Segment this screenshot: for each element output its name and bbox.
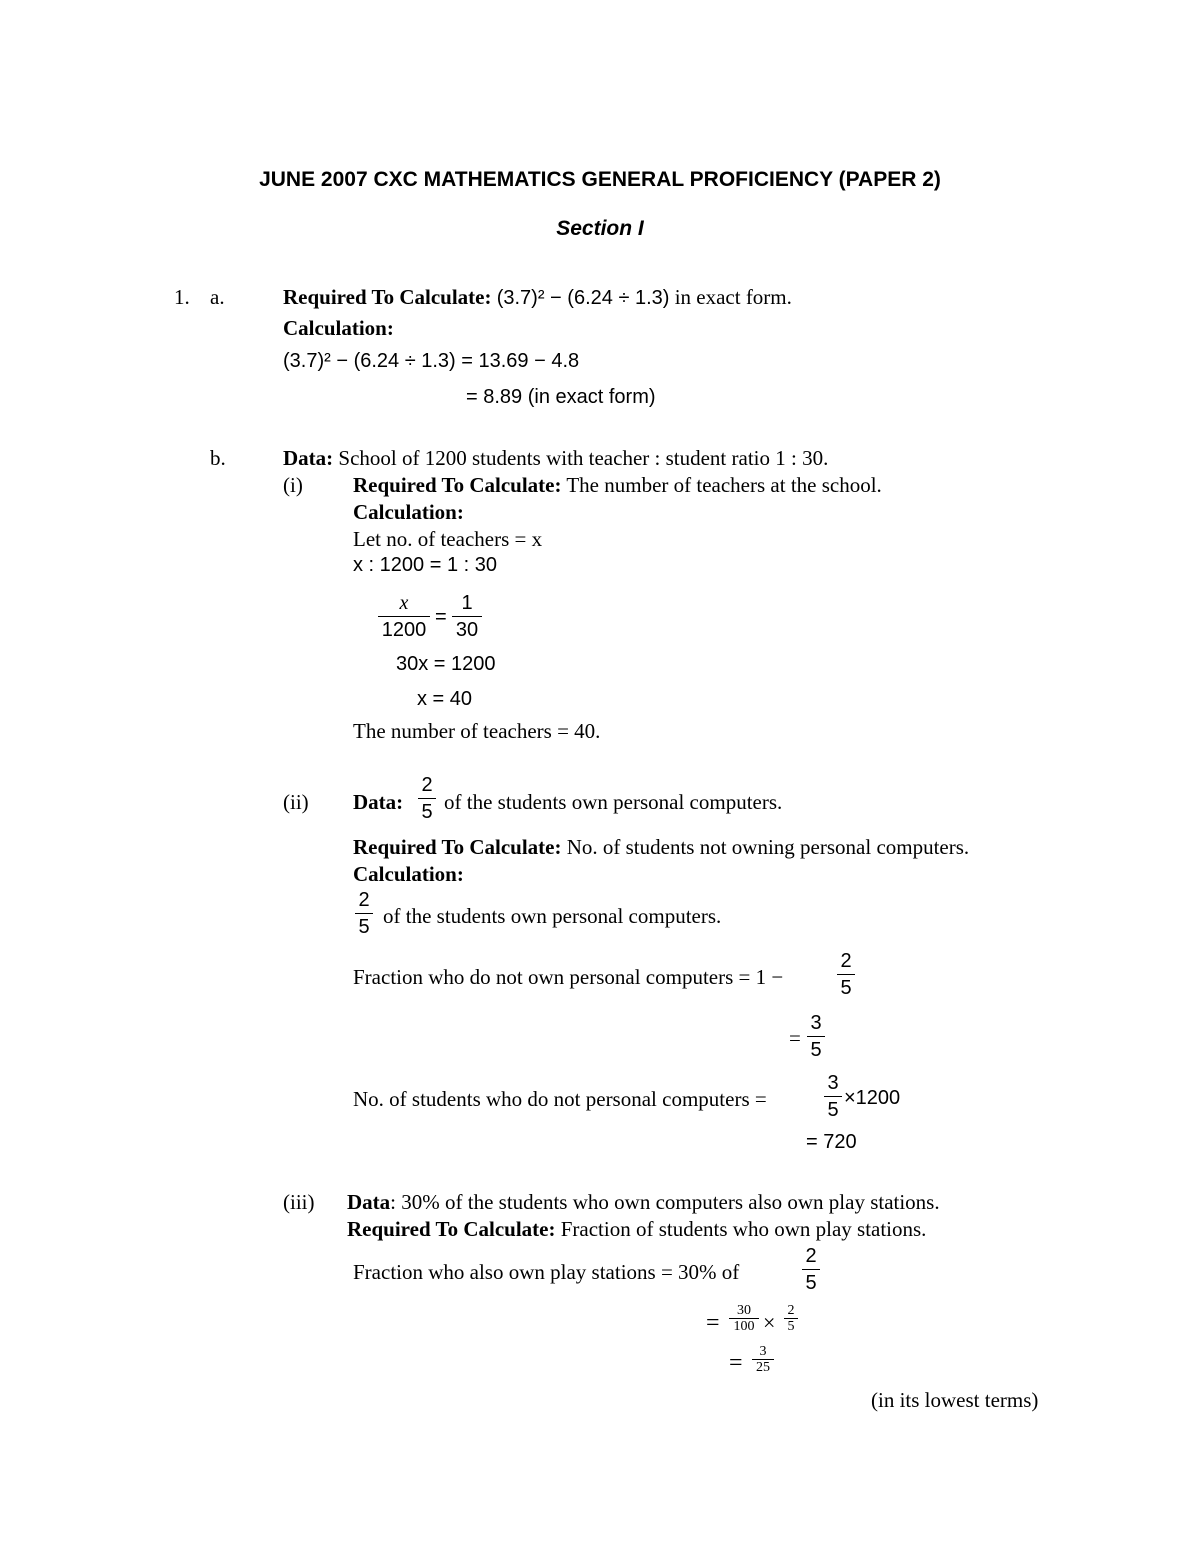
section-heading: Section I [556,217,644,240]
part-a-line2: = 8.89 (in exact form) [466,386,656,408]
fraction-numerator: 2 [787,1303,795,1318]
part-a-line1: (3.7)² − (6.24 ÷ 1.3) = 13.69 − 4.8 [283,350,580,372]
data-text: : 30% of the students who own computers also own play stations. [390,1190,940,1214]
fraction-denominator: 5 [827,1099,839,1121]
fraction-numerator: 2 [358,889,370,911]
subpart-iii-note: (in its lowest terms) [871,1388,1039,1412]
equals-sign: = [789,1026,801,1050]
fraction-numerator: 2 [421,774,433,796]
fraction-denominator: 5 [840,977,852,999]
subpart-i-calc-label: Calculation: [353,500,464,524]
subpart-ii-rtc [353,835,969,860]
equals-sign: = [706,1310,720,1336]
subpart-i-conclusion: The number of teachers = 40. [353,719,601,743]
fraction-denominator: 5 [787,1319,795,1334]
fraction-denominator: 5 [421,801,433,823]
subpart-i-label: (i) [283,473,303,497]
part-a-calc-label: Calculation: [283,316,394,340]
page-title: JUNE 2007 CXC MATHEMATICS GENERAL PROFICIENCY (PAPER 2) [259,168,941,191]
subpart-ii-calc-label: Calculation: [353,862,464,886]
rtc-label: Required To Calculate: [283,285,492,309]
subpart-ii-label: (ii) [283,790,309,814]
subpart-ii-times-1200: ×1200 [844,1087,901,1109]
subpart-ii-students-line: No. of students who do not personal computers = [353,1087,767,1111]
fraction-denominator: 25 [756,1360,770,1375]
subpart-i-rtc [353,473,882,498]
fraction-denominator: 5 [810,1039,822,1061]
part-b-data [283,446,828,471]
fraction-30-over-100 [729,1303,759,1334]
part-a-label: a. [210,285,225,309]
fraction-denominator: 5 [358,916,370,938]
rtc-text: The number of teachers at the school. [566,473,882,497]
fraction-1-over-30 [452,590,482,643]
subpart-i-step1: 30x = 1200 [396,653,496,675]
times-sign: × [763,1310,776,1335]
fraction-denominator: 5 [805,1272,817,1294]
subpart-iii-label: (iii) [283,1190,315,1214]
fraction-denominator: 30 [455,619,479,641]
equals-sign: = [729,1350,743,1376]
equals-sign: = [435,606,447,628]
subpart-ii-calc-text: of the students own personal computers. [383,904,722,928]
fraction-2-over-5 [418,772,436,825]
fraction-x-over-1200 [378,590,430,643]
rtc-text: Fraction of students who own play stations. [560,1217,927,1241]
data-text: School of 1200 students with teacher : student ratio 1 : 30. [338,446,829,470]
fraction-2-over-5 [355,887,373,940]
data-label: Data [347,1190,391,1214]
subpart-ii-result: = 720 [806,1131,857,1153]
rtc-label: Required To Calculate: [353,835,562,859]
subpart-i-let: Let no. of teachers = x [353,527,543,551]
rtc-label: Required To Calculate: [347,1217,556,1241]
rtc-expression: (3.7)² − (6.24 ÷ 1.3) [496,287,670,309]
fraction-numerator: 3 [810,1012,822,1034]
subpart-ii-fraction-line: Fraction who do not own personal computers = 1 − [353,965,784,989]
fraction-numerator: x [399,592,409,614]
part-b-label: b. [210,446,226,470]
question-number: 1. [174,285,190,309]
fraction-denominator: 1200 [381,619,427,641]
fraction-numerator: 3 [759,1344,767,1359]
part-a-rtc [283,285,792,310]
fraction-numerator: 30 [737,1303,751,1318]
rtc-text: No. of students not owning personal computers. [566,835,970,859]
fraction-2-over-5 [802,1243,820,1296]
subpart-i-ratio: x : 1200 = 1 : 30 [353,554,497,576]
subpart-ii-data-text: of the students own personal computers. [444,790,783,814]
data-label: Data: [283,446,334,470]
subpart-i-step2: x = 40 [417,688,473,710]
fraction-numerator: 2 [805,1245,817,1267]
subpart-ii-data-label: Data: [353,790,404,814]
rtc-suffix: in exact form. [674,285,792,309]
subpart-iii-data [347,1190,940,1215]
fraction-3-over-5 [824,1070,842,1123]
rtc-label: Required To Calculate: [353,473,562,497]
fraction-3-over-25 [752,1344,774,1375]
fraction-2-over-5-small [784,1303,798,1334]
fraction-numerator: 1 [461,592,473,614]
subpart-iii-rtc [347,1217,926,1242]
fraction-3-over-5 [807,1010,825,1063]
fraction-denominator: 100 [733,1319,755,1334]
fraction-numerator: 2 [840,950,852,972]
subpart-iii-fraction-line: Fraction who also own play stations = 30% of [353,1260,740,1284]
fraction-numerator: 3 [827,1072,839,1094]
fraction-2-over-5 [837,948,855,1001]
